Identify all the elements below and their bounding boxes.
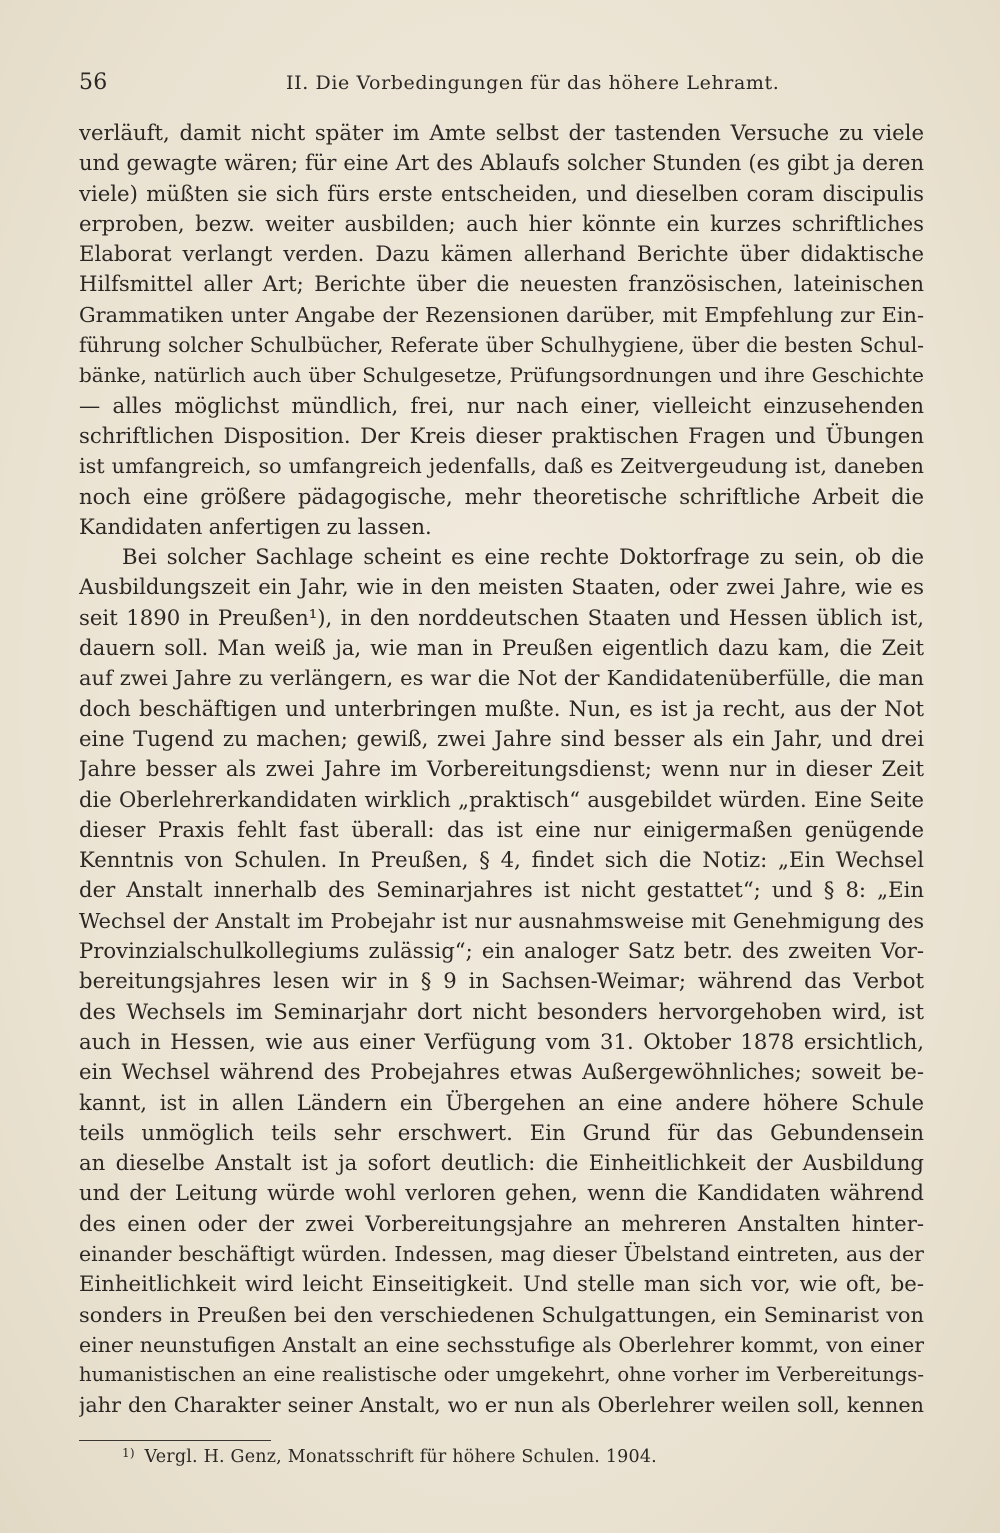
text-line: ein Wechsel während des Probejahres etwas Außergewöhnliches; soweit be-	[79, 1059, 924, 1085]
footnote-text: Vergl. H. Genz, Monatsschrift für höhere Schulen. 1904.	[144, 1447, 657, 1467]
text-line: Wechsel der Anstalt im Probejahr ist nur ausnahmsweise mit Genehmigung des	[79, 908, 924, 933]
text-line: verläuft, damit nicht später im Amte selbst der tastenden Versuche zu viele	[79, 120, 924, 145]
footnote-divider	[79, 1440, 271, 1441]
text-line: Hilfsmittel aller Art; Berichte über die neuesten französischen, lateinischen	[79, 271, 924, 297]
text-line: viele) müßten sie sich fürs erste entscheiden, und dieselben coram discipulis	[79, 180, 924, 206]
text-line: dieser Praxis fehlt fast überall: das ist eine nur einigermaßen genügende	[79, 816, 924, 842]
running-head-title: II. Die Vorbedingungen für das höhere Lehramt.	[286, 72, 780, 94]
text-line: humanistischen an eine realistische oder umgekehrt, ohne vorher im Verbereitungs-	[79, 1363, 924, 1387]
text-line: Bei solcher Sachlage scheint es eine rechte Doktorfrage zu sein, ob die	[122, 544, 924, 570]
text-line: Grammatiken unter Angabe der Rezensionen darüber, mit Empfehlung zur Ein-	[79, 302, 924, 327]
text-line: ist umfangreich, so umfangreich jedenfalls, daß es Zeitvergeudung ist, daneben	[79, 454, 924, 479]
text-line: Jahre besser als zwei Jahre im Vorbereitungsdienst; wenn nur in dieser Zeit	[79, 756, 924, 782]
text-line: des einen oder der zwei Vorbereitungsjahre an mehreren Anstalten hinter-	[79, 1210, 924, 1236]
text-line: eine Tugend zu machen; gewiß, zwei Jahre sind besser als ein Jahr, und drei	[79, 725, 924, 751]
page-number: 56	[79, 70, 108, 95]
text-line: seit 1890 in Preußen¹), in den norddeutschen Staaten und Hessen üblich ist,	[79, 604, 924, 630]
text-line: Kenntnis von Schulen. In Preußen, § 4, findet sich die Notiz: „Ein Wechsel	[79, 847, 924, 873]
text-line: des Wechsels im Seminarjahr dort nicht besonders hervorgehoben wird, ist	[79, 998, 924, 1024]
text-line: erproben, bezw. weiter ausbilden; auch hier könnte ein kurzes schriftliches	[79, 210, 924, 236]
running-head	[79, 70, 924, 102]
text-line: der Anstalt innerhalb des Seminarjahres ist nicht gestattet“; und § 8: „Ein	[79, 877, 924, 903]
text-line: sonders in Preußen bei den verschiedenen Schulgattungen, ein Seminarist von	[79, 1302, 924, 1327]
text-line: — alles möglichst mündlich, frei, nur nach einer, vielleicht einzusehenden	[79, 392, 924, 418]
text-line: teils unmöglich teils sehr erschwert. Ein Grund für das Gebundensein	[79, 1119, 924, 1145]
text-line: Kandidaten anfertigen zu lassen.	[79, 513, 432, 539]
footnote-mark: 1)	[122, 1446, 135, 1460]
text-line: Einheitlichkeit wird leicht Einseitigkeit. Und stelle man sich vor, wie oft, be-	[79, 1271, 924, 1297]
text-line: dauern soll. Man weiß ja, wie man in Preußen eigentlich dazu kam, die Zeit	[79, 635, 924, 661]
body-text	[79, 118, 924, 1438]
text-line: auch in Hessen, wie aus einer Verfügung vom 31. Oktober 1878 ersichtlich,	[79, 1028, 924, 1054]
text-line: noch eine größere pädagogische, mehr theoretische schriftliche Arbeit die	[79, 483, 924, 509]
text-line: einer neunstufigen Anstalt an eine sechsstufige als Oberlehrer kommt, von einer	[79, 1332, 924, 1357]
text-line: Elaborat verlangt verden. Dazu kämen allerhand Berichte über didaktische	[79, 241, 924, 267]
text-line: die Oberlehrerkandidaten wirklich „praktisch“ ausgebildet würden. Eine Seite	[79, 786, 924, 812]
text-line: bereitungsjahres lesen wir in § 9 in Sachsen-Weimar; während das Verbot	[79, 968, 924, 994]
text-line: kannt, ist in allen Ländern ein Übergehen an eine andere höhere Schule	[79, 1089, 924, 1115]
text-line: und der Leitung würde wohl verloren gehen, wenn die Kandidaten während	[79, 1180, 924, 1206]
text-line: schriftlichen Disposition. Der Kreis dieser praktischen Fragen und Übungen	[79, 422, 924, 448]
text-line: an dieselbe Anstalt ist ja sofort deutlich: die Einheitlichkeit der Ausbildung	[79, 1150, 924, 1176]
footnote	[122, 1446, 657, 1467]
text-line: Ausbildungszeit ein Jahr, wie in den meisten Staaten, oder zwei Jahre, wie es	[79, 574, 924, 600]
text-line: bänke, natürlich auch über Schulgesetze, Prüfungsordnungen und ihre Geschichte	[79, 363, 924, 388]
text-line: führung solcher Schulbücher, Referate über Schulhygiene, über die besten Schul-	[79, 333, 924, 358]
text-line: doch beschäftigen und unterbringen mußte. Nun, es ist ja recht, aus der Not	[79, 695, 924, 721]
text-line: einander beschäftigt würden. Indessen, mag dieser Übelstand eintreten, aus der	[79, 1241, 924, 1266]
text-line: Provinzialschulkollegiums zulässig“; ein analoger Satz betr. des zweiten Vor-	[79, 938, 924, 964]
text-line: auf zwei Jahre zu verlängern, es war die Not der Kandidatenüberfülle, die man	[79, 666, 924, 691]
text-line: und gewagte wären; für eine Art des Ablaufs solcher Stunden (es gibt ja deren	[79, 150, 924, 176]
text-line: jahr den Charakter seiner Anstalt, wo er nun als Oberlehrer weilen soll, kennen	[79, 1393, 924, 1418]
